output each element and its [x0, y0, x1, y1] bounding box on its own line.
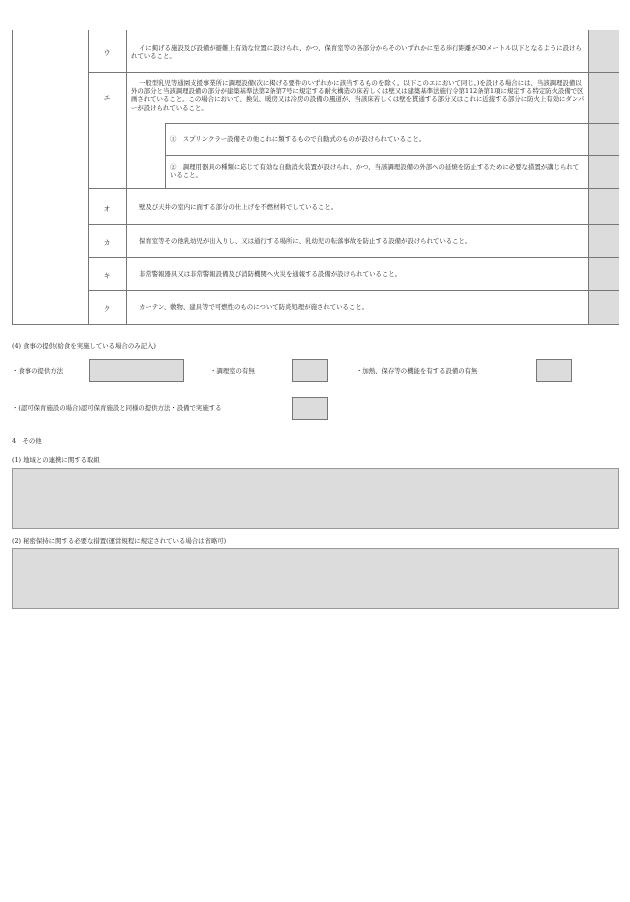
row-text-e: 一般型乳児等通園支援事業所に調理設備(次に掲げる要件のいずれかに該当するものを除く。以下このエにおいて同じ。)を設ける場合には、当該調理設備以外の部分と当該調理設備の部分が建築基準法第2条第7号に規定する耐火構造の床若しくは壁又は建築基準法施行令第112条第1項に規定する特定防火設備で区画されていること。この場合において、換気、暖房又は冷房の設備の風道が、当該床若しくは壁を貫通する部分又はこれに近接する部分に防火上有効にダンパーが設けられていること。: [131, 79, 585, 112]
licensed-input[interactable]: [292, 397, 328, 420]
meal-method-label: ・食事の提供方法: [12, 367, 64, 375]
kitchen-input[interactable]: [292, 359, 328, 382]
licensed-label: ・(認可保育施設の場合)認可保育施設と同様の提供方法・設備で実施する: [12, 404, 222, 412]
row-text-e-sub2: ② 調理用器具の種類に応じて有効な自動消火装置が設けられ、かつ、当該調理設備の外部への延焼を防止するために必要な措置が講じられていること。: [170, 163, 580, 180]
row-text-e-sub1: ① スプリンクラー設備その他これに類するもので自動式のものが設けられていること。: [170, 135, 426, 143]
check-cell-ku[interactable]: [588, 291, 619, 324]
check-cell-ka[interactable]: [588, 225, 619, 257]
row-text-o: 壁及び天井の室内に面する部分の仕上げを不燃材料でしていること。: [139, 203, 338, 211]
row-label-o: オ: [103, 205, 111, 213]
privacy-label: (2) 秘密保持に関する必要な措置(運営規程に規定されている場合は省略可): [12, 537, 227, 545]
kitchen-label: ・調理室の有無: [210, 367, 255, 375]
check-cell-e-1[interactable]: [588, 124, 619, 155]
row-label-e: エ: [103, 94, 111, 102]
row-text-ka: 保育室等その他乳幼児が出入りし、又は通行する場所に、乳幼児の転落事故を防止する設備が設けられていること。: [139, 237, 472, 245]
check-cell-e-2[interactable]: [588, 156, 619, 188]
other-heading: 4 その他: [12, 437, 42, 445]
row-label-u: ウ: [103, 49, 111, 57]
community-textarea[interactable]: [12, 468, 619, 529]
check-cell-ki[interactable]: [588, 258, 619, 290]
check-cell-u[interactable]: [588, 30, 619, 72]
row-text-ki: 非常警報器具又は非常警報設備及び消防機関へ火災を通報する設備が設けられていること。: [139, 270, 402, 278]
row-label-ki: キ: [103, 272, 111, 280]
row-text-u: イに掲げる施設及び設備が避難上有効な位置に設けられ、かつ、保育室等の各部分からそのいずれかに至る歩行距離が30メートル以下となるように設けられていること。: [131, 44, 582, 61]
heating-input[interactable]: [536, 359, 572, 382]
privacy-textarea[interactable]: [12, 548, 619, 609]
row-label-ku: ク: [103, 305, 111, 313]
meal-method-input[interactable]: [89, 359, 184, 382]
check-cell-o[interactable]: [588, 189, 619, 224]
community-label: (1) 地域との連携に関する取組: [12, 456, 100, 464]
heating-label: ・加熱、保存等の機能を有する設備の有無: [356, 367, 478, 375]
meal-heading: (4) 食事の提供(給食を実施している場合のみ記入): [12, 342, 156, 350]
row-label-ka: カ: [103, 239, 111, 247]
check-cell-e[interactable]: [588, 73, 619, 123]
row-text-ku: カーテン、敷物、建具等で可燃性のものについて防炎処理が施されていること。: [139, 303, 369, 311]
